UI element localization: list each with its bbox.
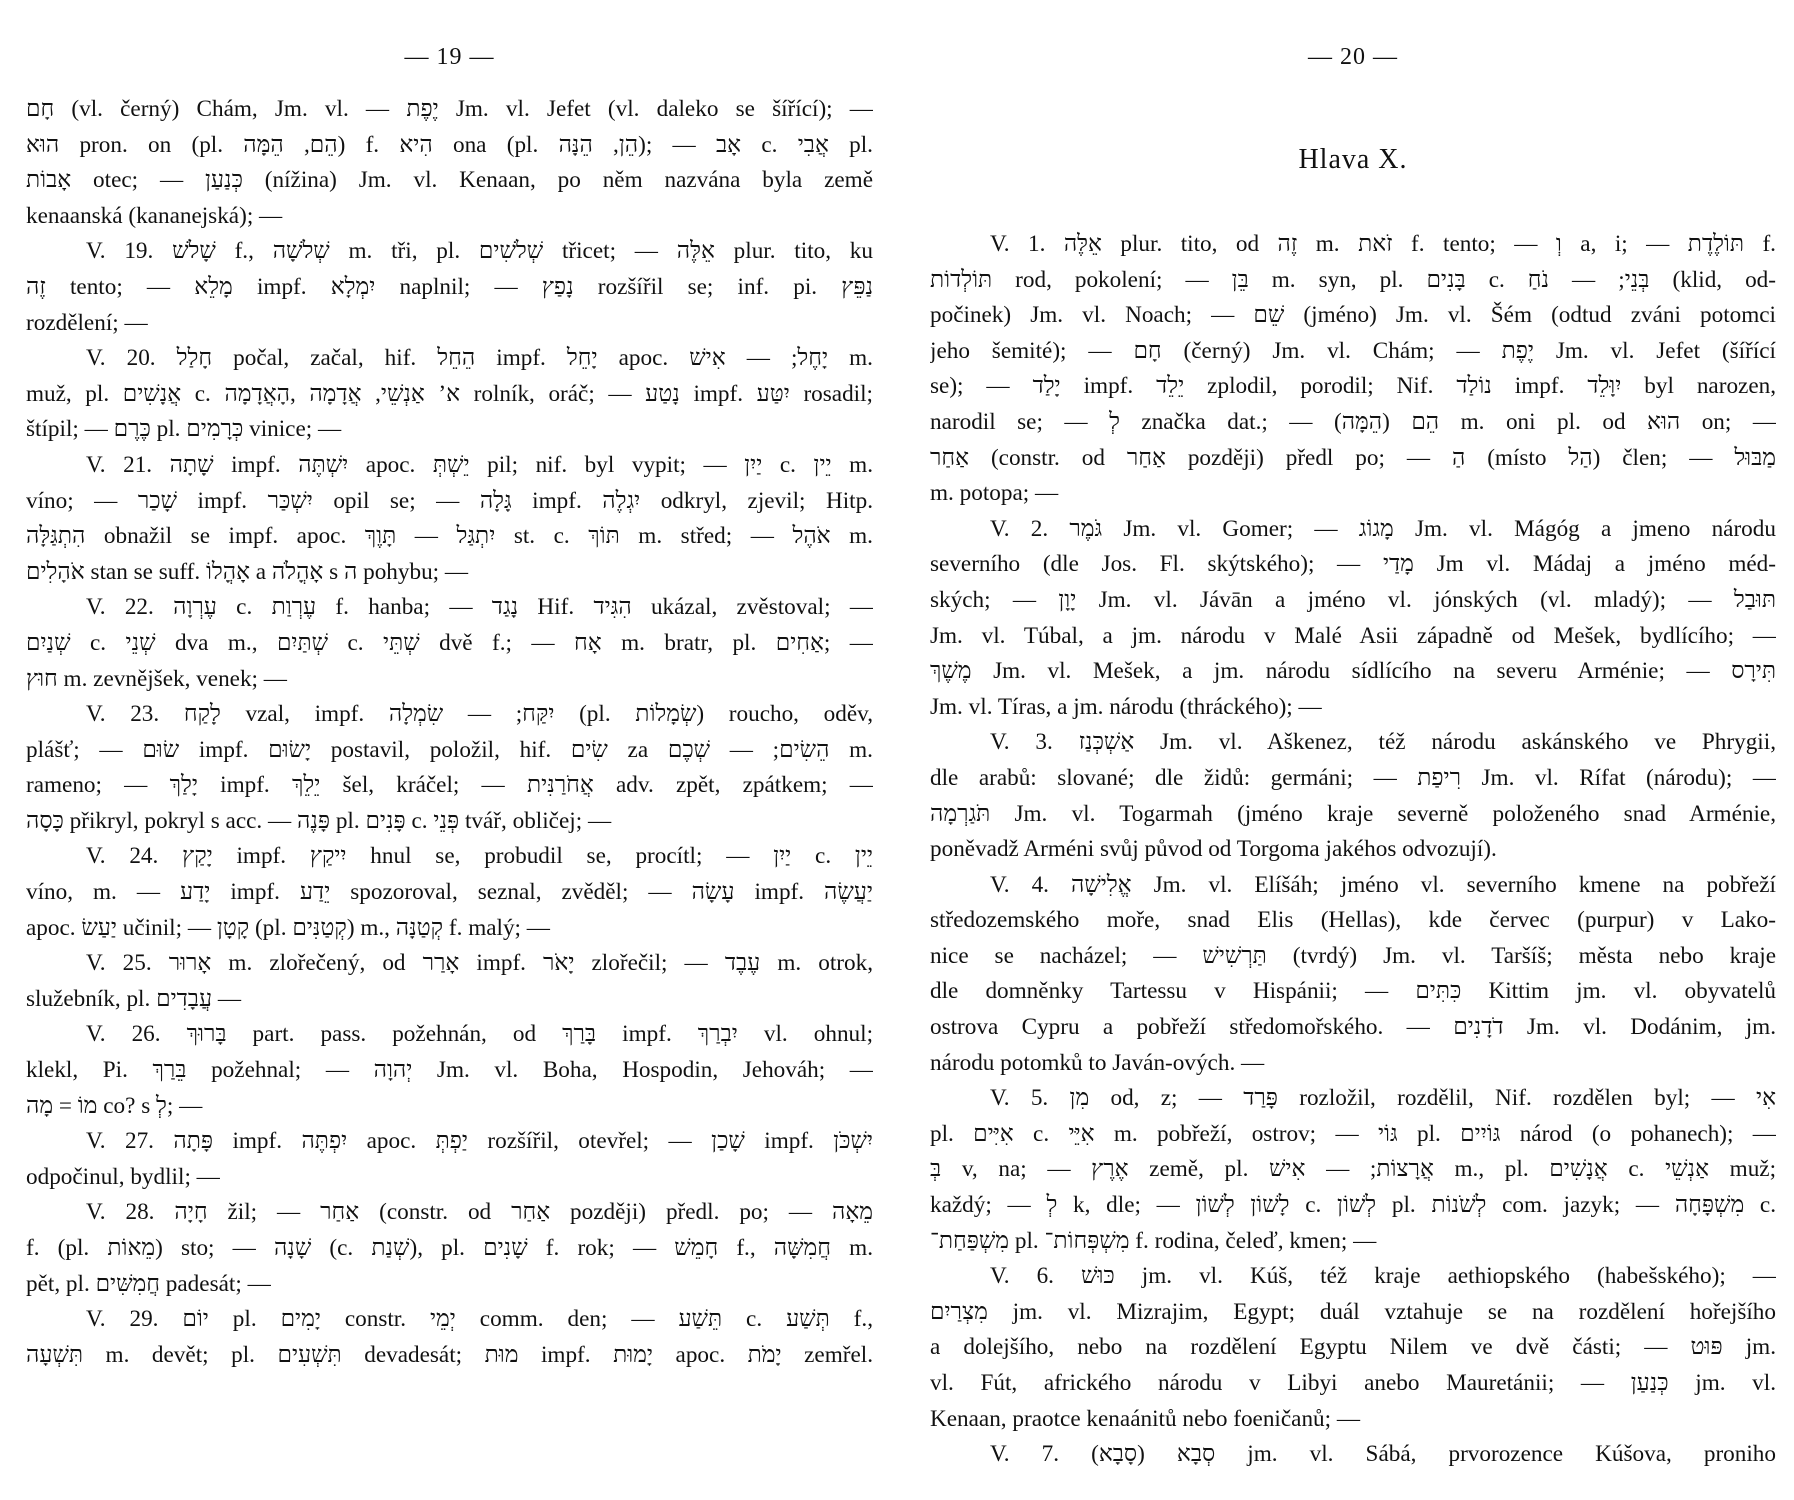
text-line: apoc. יַעַשׂ učinil; — קָטָן (pl. קְטַנִּים) m., קְטַנָּה f. malý; — — [26, 914, 550, 941]
text-line: V. 22. עֶרְוָה c. עֶרְוַת f. hanba; — נָגַד Hif. הִגִּיד ukázal, zvěstoval; — — [86, 594, 873, 621]
text-line: כָּסָה přikryl, pokryl s acc. — פָּנֶה pl. פָּנִים c. פְּנֵי tvář, obličej; — — [26, 807, 612, 834]
text-line: V. 29. יוֹם pl. יָמִים constr. יְמֵי comm. den; — תֵּשַׁע c. תְּשַׁע f., — [86, 1306, 873, 1333]
text-line: אַחַר (constr. od אַחַר později) předl po; — הַ (místo הַל) člen; — מַבּוּל — [930, 444, 1776, 471]
text-line: poněvadž Arméni svůj původ od Torgoma jakéhos odvozují). — [930, 836, 1497, 863]
text-line: klekl, Pi. בֵּרַךְ požehnal; — יְהוָה Jm. vl. Boha, Hospodin, Jehováh; — — [26, 1057, 873, 1084]
text-line: odpočinul, bydlil; — — [26, 1163, 220, 1190]
text-line: זֶה tento; — מָלֵא impf. יִמְלָא naplnil; — נָפַץ rozšířil se; inf. pi. נַפֵּץ — [26, 273, 873, 300]
text-line: rozdělení; — — [26, 309, 148, 336]
text-line: dle arabů: slované; dle židů: germáni; — רִיפַת Jm. vl. Rífat (národu); — — [930, 764, 1776, 791]
text-line: V. 20. חָלַל počal, začal, hif. הֵחֵל impf. יָחֵל apoc. יָחֶל; — אִישׁ m. — [86, 345, 873, 372]
text-line: תּוֹלְדוֹת rod, pokolení; — בֵּן m. syn, pl. בָּנִים c. בְּנֵי; — נֹחַ (klid, od- — [930, 266, 1776, 293]
text-line: V. 19. שָׁלֹשׁ f., שְׁלֹשָׁה m. tři, pl. שְׁלֹשִׁים třicet; — אֵלֶּה plur. tito, ku — [86, 238, 873, 265]
text-line: severního (dle Jos. Fl. skýtského); — מָדַי Jm vl. Mádaj a jméno méd- — [930, 551, 1776, 578]
text-line: מוֹ = מָה co? s לְ; — — [26, 1092, 203, 1119]
text-line: rameno; — יָלַךְ impf. יֵלֵךְ šel, kráčel; — אֲחֹרַנִּית adv. zpět, zpátkem; — — [26, 772, 873, 799]
right-page — [930, 0, 1776, 1500]
text-line: ských; — יָוָן Jm. vl. Jávān a jméno vl. jónských (vl. mladý); — תּוּבַל — [930, 586, 1776, 613]
text-line: Jm. vl. Túbal, a jm. národu v Malé Asii západně od Mešek, bydlícího; — — [930, 622, 1776, 649]
text-line: V. 2. גֹּמֶר Jm. vl. Gomer; — מָגוֹג Jm. vl. Mágóg a jmeno národu — [990, 515, 1776, 542]
text-line: מֶשֶׁךְ Jm. vl. Mešek, a jm. národu sídlícího na severu Arménie; — תִּירָס — [930, 658, 1776, 685]
text-line: V. 3. אַשְׁכְּנַז Jm. vl. Aškenez, též národu askánského ve Phrygii, — [990, 729, 1776, 756]
text-line: víno, m. — יָדַע impf. יֵדַע spozoroval, seznal, zvěděl; — עָשָׂה impf. יַעֲשֶׂה — [26, 879, 873, 906]
text-line: a dolejšího, nebo na rozdělení Egyptu Nilem ve dvě části; — פּוּט jm. — [930, 1334, 1776, 1361]
text-line: V. 25. אָרוּר m. zlořečený, od אָרַר impf. יָאֹר zlořečil; — עֶבֶד m. otrok, — [86, 950, 873, 977]
text-line: V. 5. מִן od, z; — פָּרַד rozložil, rozdělil, Nif. rozdělen byl; — אִי — [990, 1085, 1776, 1112]
text-line: nice se nacházel; — תַּרְשִׁישׁ (tvrdý) Jm. vl. Taršíš; města nebo kraje — [930, 942, 1776, 969]
text-line: dle domněnky Tartessu v Hispánii; — כִּתִּים Kittim jm. vl. obyvatelů — [930, 978, 1776, 1005]
text-line: Kenaan, praotce kenaánitů nebo foeničanů; — — [930, 1405, 1361, 1432]
text-line: V. 24. יָקַץ impf. יִיקַץ hnul se, probudil se, procítl; — יַיִן c. יֵין — [86, 843, 873, 870]
text-line: každý; — לְ k, dle; — לָשׁוֹן לְשׁוֹן c. לְשׁוֹן pl. לְשֹׁנוֹת com. jazyk; — מִשְׁפָּחָה c. — [930, 1192, 1776, 1219]
text-line: kenaanská (kananejská); — — [26, 202, 283, 229]
text-line: הוּא pron. on (pl. הֵם, הֵמָּה) f. הִיא ona (pl. הֵן, הֵנָּה); — אָב c. אֲבִי pl. — [26, 131, 873, 158]
text-line: בְּ v, na; — אֶרֶץ země, pl. אֲרָצוֹת; — אִישׁ m., pl. אֲנָשִׁים c. אַנְשֵׁי muž; — [930, 1156, 1776, 1183]
page-number-right: — 20 — — [1308, 44, 1398, 70]
text-line: Jm. vl. Tíras, a jm. národu (thráckého); — — [930, 693, 1322, 720]
text-line: אָבוֹת otec; — כְּנַעַן (nížina) Jm. vl. Kenaan, po něm nazvána byla země — [26, 167, 873, 194]
text-line: pět, pl. חֲמִשִּׁים padesát; — — [26, 1270, 271, 1297]
text-line: se); — יָלַד impf. יֵלֵד zplodil, porodil; Nif. נוֹלַד impf. יִוָּלֵד byl narozen, — [930, 373, 1776, 400]
left-page — [26, 0, 873, 1500]
page-number-left: — 19 — — [404, 44, 495, 70]
text-line: muž, pl. אֲנָשִׁים c. אַנְשֵׁי, אֲדָמָה ,הָאֲדָמָה ʼא rolník, oráč; — נָטַע impf. יִטַּע rosadil; — [26, 380, 873, 407]
text-line: jeho šemité); — חָם (černý) Jm. vl. Chám; — יֶפֶת Jm. vl. Jefet (šířící — [930, 337, 1776, 364]
text-line: הִתְגַּלָּה obnažil se impf. apoc. יִתְגַּל — תָּוֶךְ st. c. תּוֹךְ m. střed; — אֹהֶל m. — [26, 523, 873, 550]
text-line: vl. Fút, afrického národu v Libyi anebo Mauretánii; — כְּנַעַן jm. vl. — [930, 1370, 1776, 1396]
text-line: תִּשְׁעָה m. devět; pl. תִּשְׁעִים devadesát; מוּת impf. יָמוּת apoc. יָמֹת zemřel. — [26, 1341, 873, 1368]
text-line: V. 23. לָקַח vzal, impf. יִקַּח; — שִׂמְלָה (pl. שְׂמָלוֹת) roucho, oděv, — [86, 701, 873, 728]
text-line: ostrova Cypru a pobřeží středomořského. — דֹדָנִים Jm. vl. Dodánim, jm. — [930, 1014, 1776, 1041]
text-line: מִצְרַיִם jm. vl. Mizrajim, Egypt; duál vztahuje se na rozdělení hořejšího — [930, 1298, 1776, 1325]
text-line: plášť; — שׂוּם impf. יָשׂוּם postavil, položil, hif. שִׂים za הֵשִׂים; — שְׁכֶם m. — [26, 736, 873, 763]
text-line: f. (pl. מֵאוֹת) sto; — שָׁנָה (c. שְׁנַת), pl. שָׁנִים f. rok; — חָמֵשׁ f., חֲמִשָּׁה m. — [26, 1235, 873, 1261]
text-line: V. 21. שָׁתָה impf. יִשְׁתֶּה apoc. יֵשְׁתְּ pil; nif. byl vypit; — יַיִן c. יֵין m. — [86, 451, 873, 478]
text-line: národu potomků to Javán-ových. — — [930, 1049, 1265, 1076]
text-line: מִשְׁפַּחַת־ pl. מִשְׁפְּחוֹת־ f. rodina, čeleď, kmen; — — [930, 1227, 1377, 1254]
text-line: víno; — שָׁכַר impf. יִשְׁכַּר opil se; — גָּלָה impf. יִגְלֶה odkryl, zjevil; Hitp. — [26, 487, 873, 514]
text-line: V. 6. כּוּשׁ jm. vl. Kúš, též kraje aethiopského (habešského); — — [990, 1263, 1776, 1290]
text-line: אֹהָלִים stan se suff. אָהֳלוֹ a אָהֳלֹה s ה pohybu; — — [26, 558, 469, 585]
text-line: počinek) Jm. vl. Noach; — שֵׁם (jméno) Jm. vl. Šém (odtud zváni potomci — [930, 302, 1776, 329]
text-line: středozemského moře, snad Elis (Hellas), kde červec (purpur) v Lako- — [930, 907, 1776, 934]
text-line: V. 27. פָּתָה impf. יִפְתֶּה apoc. יַפְתְּ rozšířil, otevřel; — שָׁכַן impf. יִשְׁכֹּן — [86, 1128, 873, 1155]
text-line: narodil se; — לְ značka dat.; — הֵם (הֵמָּה) m. oni pl. od הוּא on; — — [930, 408, 1776, 435]
text-line: V. 26. בָּרוּךְ part. pass. požehnán, od בָּרַךְ impf. יִבְרַךְ vl. ohnul; — [86, 1021, 873, 1048]
text-line: V. 7. סְבָא (סָבָא) jm. vl. Sábá, prvorozence Kúšova, proniho — [990, 1441, 1776, 1468]
text-line: חָם (vl. černý) Chám, Jm. vl. — יֶפֶת Jm. vl. Jefet (vl. daleko se šířící); — — [26, 96, 873, 122]
text-line: V. 4. אֱלִישָׁה Jm. vl. Elíšáh; jméno vl. severního kmene na pobřeží — [990, 871, 1776, 898]
text-line: štípil; — כֶּרֶם pl. כְּרָמִים vinice; — — [26, 416, 342, 443]
chapter-title: Hlava X. — [1298, 144, 1408, 175]
text-line: חוּץ m. zevnějšek, venek; — — [26, 665, 287, 692]
right-text-column — [930, 227, 1776, 1473]
left-text-column — [26, 92, 873, 1373]
text-line: שְׁנַיִם c. שְׁנֵי dva m., שְׁתַּיִם c. שְׁתֵּי dvě f.; — אָח m. bratr, pl. אַחִים; — — [26, 629, 873, 656]
text-line: m. potopa; — — [930, 480, 1059, 507]
text-line: pl. אִיִּים c. אִיֵּי m. pobřeží, ostrov; — גּוֹי pl. גּוֹיִים národ (o pohanech); — — [930, 1120, 1776, 1147]
text-line: V. 1. אֵלֶּה plur. tito, od זֶה m. זֹאת f. tento; — וְ a, i; — תּוֹלֶדֶת f. — [990, 231, 1776, 257]
text-line: תֹּגַרְמָה Jm. vl. Togarmah (jméno kraje severně položeného snad Arménie, — [930, 800, 1776, 827]
text-line: služebník, pl. עֲבָדִים — — [26, 985, 242, 1012]
text-line: V. 28. חָיָה žil; — אַחַר (constr. od אַחַר později) předl. po; — מֵאָה — [86, 1199, 873, 1226]
